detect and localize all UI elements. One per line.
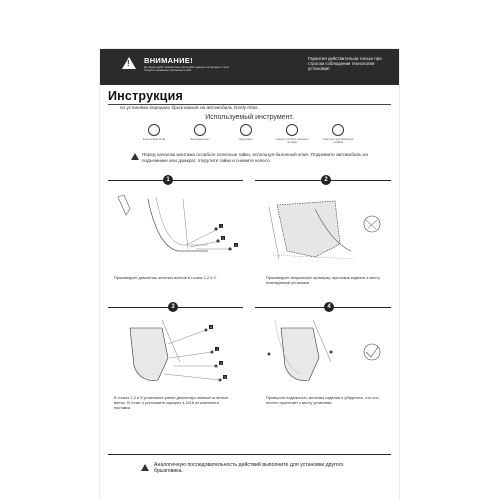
- warning-title: ВНИМАНИЕ!: [144, 56, 193, 65]
- step-divider: [108, 180, 243, 181]
- tool-screwdriver: [320, 124, 356, 145]
- marker-label-1: 1: [220, 224, 222, 229]
- step-badge-2: 2: [321, 175, 331, 185]
- step-badge-1: 1: [163, 175, 173, 185]
- warning-subtext: До начала работ внимательно прочитайте данную инструкцию и четко следуйте указаниям, описанным в ней!: [144, 66, 229, 73]
- tool-label: Саморез 4,2х16 из комплекта поставки: [275, 138, 309, 144]
- marker-label-1: 1: [216, 347, 218, 352]
- step3-illustration: [108, 314, 243, 394]
- marker-label-3: 3: [235, 243, 237, 248]
- tool-label: Шуруповёрт: [239, 138, 253, 141]
- tool-screw: [274, 124, 310, 145]
- step4-caption: Проверьте надежность монтажа изделия и убедитесь, что оно плотно прилегает к месту установки.: [266, 395, 379, 405]
- tools-heading: Используемый инструмент.: [205, 114, 294, 121]
- marker-label-3: 3: [224, 375, 226, 380]
- tool-label: Баллонный ключ: [190, 138, 210, 141]
- tool-wheel-wrench: [182, 124, 218, 142]
- tool-screwdriver-drill: [228, 124, 264, 142]
- tool-socket-wrench: [136, 124, 172, 142]
- step-badge-4: 4: [324, 302, 334, 312]
- warranty-note: Гарантия действительна только при строгом соблюдении технологии установки!: [308, 56, 382, 72]
- screw-icon: [286, 124, 298, 136]
- step3-caption: В точках 1,2 и 3 установите ранее демонтиро-ванные штатные винты. В точке 4 установите саморез 4,2х16 из комплекта поставки.: [114, 395, 229, 410]
- step-divider: [255, 307, 391, 308]
- step1-illustration: [108, 189, 243, 269]
- tool-label: Отвертка с крестообразной головкой: [322, 138, 354, 144]
- socket-icon: [148, 124, 160, 136]
- marker-label-4: 4: [210, 325, 212, 330]
- instruction-sheet: [100, 49, 399, 500]
- step2-caption: Произведите визуальную примерку, приложив изделие к месту планируемой установки.: [266, 275, 380, 285]
- drill-icon: [240, 124, 252, 136]
- footer-warning-icon: [141, 464, 149, 471]
- step2-illustration: [255, 189, 391, 269]
- marker-label-2: 2: [222, 236, 224, 241]
- preparation-note: Перед началом монтажа ослабьте колесные гайки, используя балонный ключ. Поднимите автомобиль на подъемнике или домкрат, открутите гайки и снимите колесо.: [142, 152, 368, 163]
- marker-label-2: 2: [220, 361, 222, 366]
- footer-divider: [108, 454, 391, 455]
- footer-note: Аналогичную последовательность действий выполните для установки другого брызговика.: [154, 462, 344, 475]
- step-badge-3: 3: [168, 302, 178, 312]
- step4-illustration: [255, 314, 391, 394]
- warning-header: [100, 49, 399, 85]
- note-warning-icon: [131, 153, 139, 160]
- warning-icon: !: [122, 57, 136, 69]
- page-title: Инструкция: [108, 89, 183, 103]
- tool-label: Ключ-головка 10 мм: [142, 138, 166, 141]
- page-subtitle: по установке передних брызговиков на автомобиль Geely Atlas.: [120, 105, 259, 110]
- screwdriver-icon: [332, 124, 344, 136]
- step1-caption: Произведите демонтаж штатных винтов в точках 1,2 и 3.: [114, 275, 217, 280]
- wrench-icon: [194, 124, 206, 136]
